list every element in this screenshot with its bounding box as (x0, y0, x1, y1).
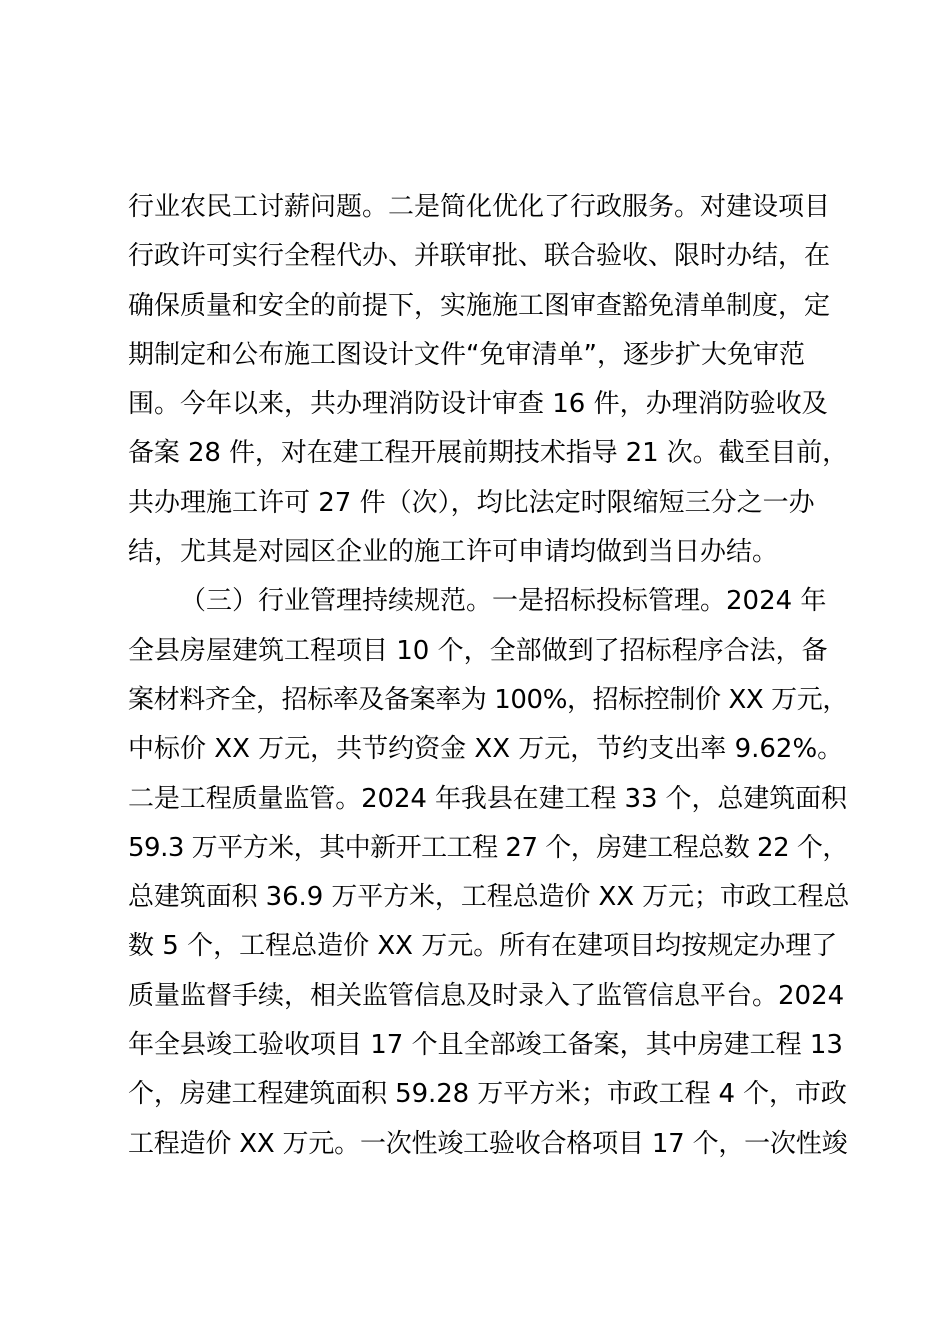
text-line: 围。今年以来，共办理消防设计审查 16 件，办理消防验收及 (128, 389, 828, 420)
text-line: 年全县竣工验收项目 17 个且全部竣工备案，其中房建工程 13 (128, 1030, 843, 1061)
text-line: 59.3 万平方米，其中新开工工程 27 个，房建工程总数 22 个， (128, 832, 848, 863)
text-line: 数 5 个，工程总造价 XX 万元。所有在建项目均按规定办理了 (128, 931, 838, 962)
text-line: 全县房屋建筑工程项目 10 个，全部做到了招标程序合法，备 (128, 635, 828, 666)
text-line: 总建筑面积 36.9 万平方米，工程总造价 XX 万元；市政工程总 (128, 882, 850, 913)
text-line: 备案 28 件，对在建工程开展前期技术指导 21 次。截至目前， (128, 438, 849, 469)
text-line: 工程造价 XX 万元。一次性竣工验收合格项目 17 个，一次性竣 (128, 1128, 848, 1159)
text-line: 中标价 XX 万元，共节约资金 XX 万元，节约支出率 9.62%。 (128, 734, 844, 765)
text-line: 质量监督手续，相关监管信息及时录入了监管信息平台。2024 (128, 980, 845, 1011)
text-line: 行政许可实行全程代办、并联审批、联合验收、限时办结，在 (128, 241, 831, 272)
body-text (128, 183, 848, 1169)
text-line: 行业农民工讨薪问题。二是简化优化了行政服务。对建设项目 (128, 192, 831, 222)
section-heading-line: （三）行业管理持续规范。一是招标投标管理。2024 年 (180, 586, 827, 617)
text-line: 结，尤其是对园区企业的施工许可申请均做到当日办结。 (128, 537, 779, 568)
text-line: 个，房建工程建筑面积 59.28 万平方米；市政工程 4 个，市政 (128, 1079, 847, 1110)
text-line: 共办理施工许可 27 件（次），均比法定时限缩短三分之一办 (128, 487, 815, 518)
text-line: 期制定和公布施工图设计文件“免审清单”，逐步扩大免审范 (128, 339, 805, 370)
text-line: 二是工程质量监管。2024 年我县在建工程 33 个，总建筑面积 (128, 783, 847, 814)
text-line: 确保质量和安全的前提下，实施施工图审查豁免清单制度，定 (128, 290, 831, 321)
text-line: 案材料齐全，招标率及备案率为 100%，招标控制价 XX 万元， (128, 684, 848, 715)
